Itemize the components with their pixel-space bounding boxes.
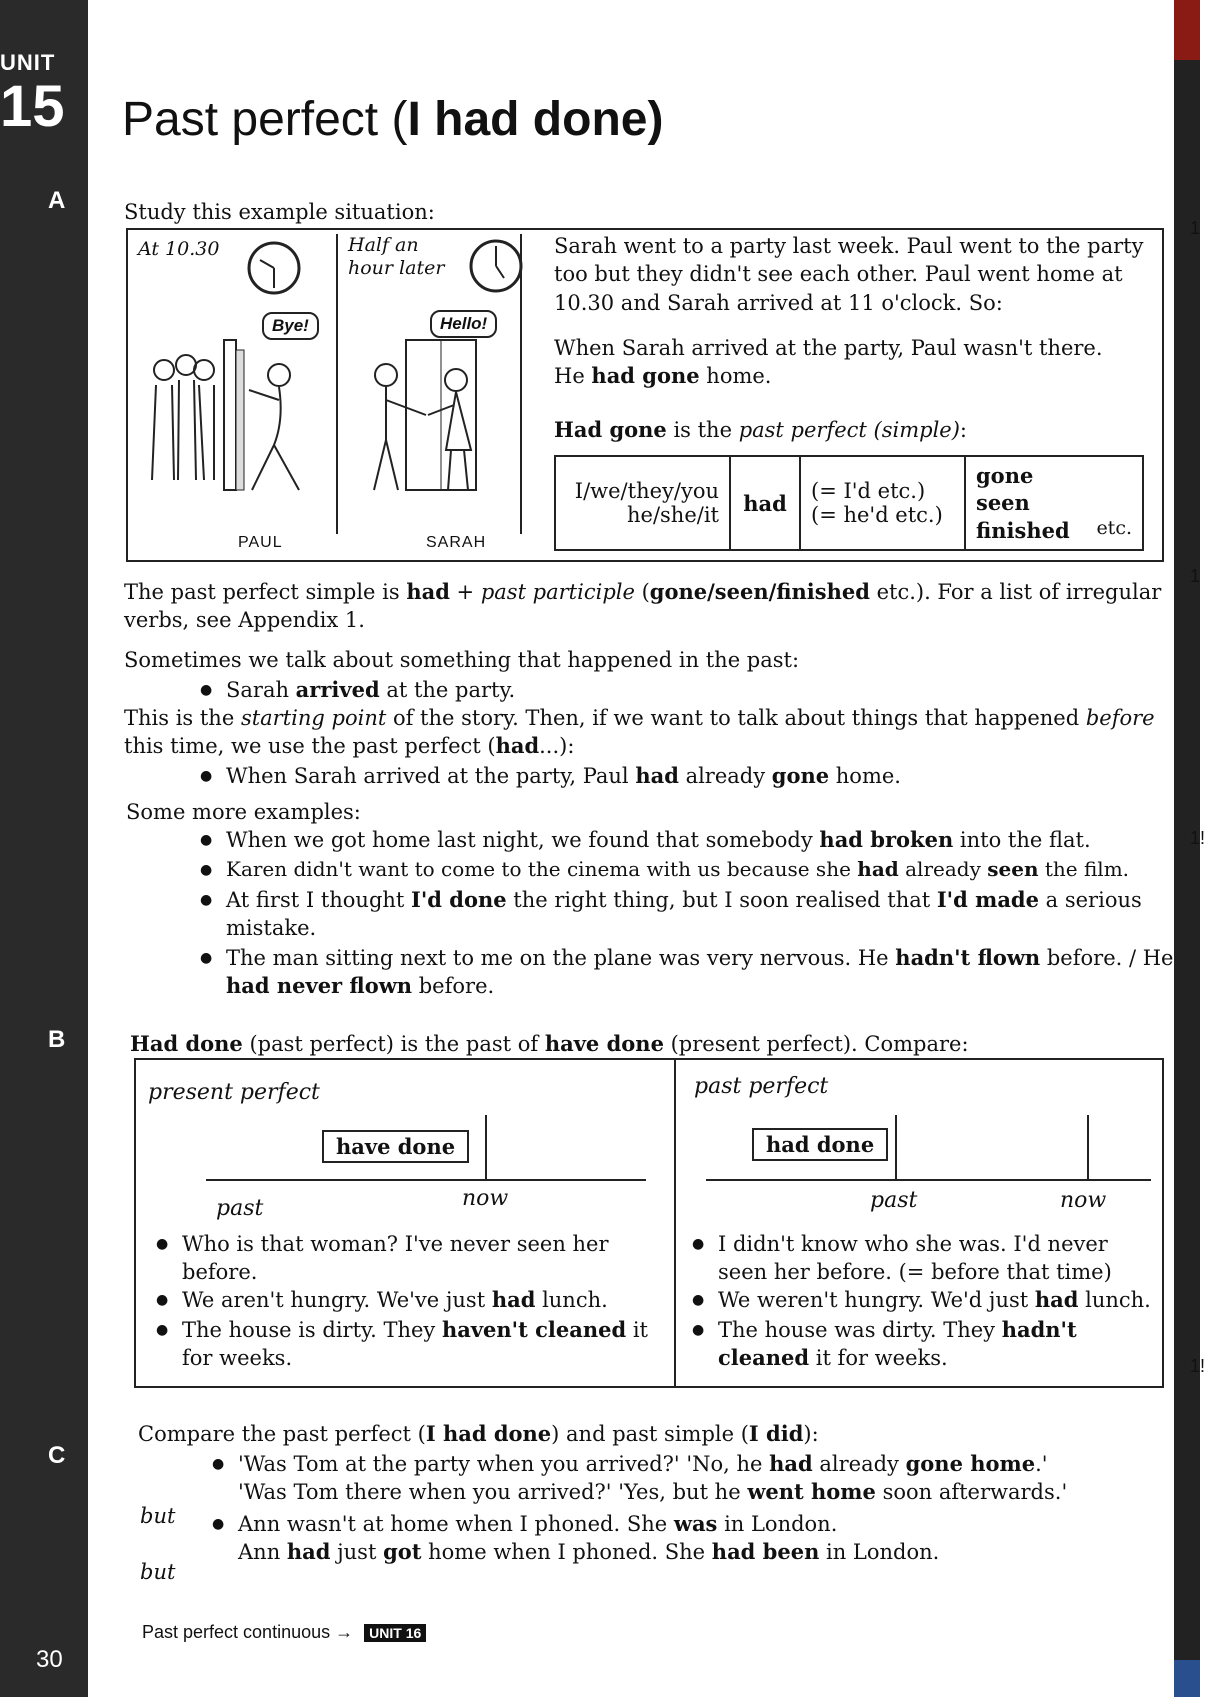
present-perfect-timeline [196, 1110, 656, 1190]
ex4-c: before. / He [1040, 946, 1174, 970]
compare-tenses-box [134, 1058, 1164, 1388]
unit-label: UNIT [0, 50, 56, 75]
list-item [200, 676, 1160, 704]
para3-c: of the story. Then, if we want to talk about things that happened [386, 706, 1086, 730]
when-line2-post: home. [699, 364, 772, 389]
edge-number: 1! [1190, 1356, 1205, 1376]
right-b3-a: The house was dirty. They [718, 1318, 1002, 1342]
axis-now: now [462, 1186, 509, 1211]
ex1-a: When we got home last night, we found that somebody [226, 828, 820, 852]
hello-speech-bubble: Hello! [430, 310, 497, 338]
list-item [200, 826, 1160, 854]
past-perfect-form-table [554, 455, 1144, 551]
axis-past: past [870, 1188, 918, 1213]
edge-number: 1 [1190, 566, 1201, 586]
story-text: Sarah went to a party last week. Paul went to the party too but they didn't see each other. Paul went home at 10.30 and Sarah arrived at 11 o'clock. So: [554, 234, 1144, 315]
para3-e: this time, we use the past perfect ( [124, 734, 496, 759]
subjects-line2: he/she/it [627, 503, 719, 527]
c-l4-a: Ann [238, 1540, 287, 1564]
when-line2-bold: had gone [591, 363, 700, 389]
have-done-tag: have done [322, 1130, 469, 1163]
bullet2-e: home. [829, 764, 901, 788]
list-item [692, 1316, 1158, 1373]
ex3-e: a serious mistake. [226, 888, 1142, 941]
ex3-b: I'd done [411, 887, 507, 912]
para1-d: past participle [480, 580, 635, 604]
ex2-b: had [857, 857, 899, 881]
list-item [238, 1538, 1178, 1566]
section-b-intro [130, 1030, 1170, 1058]
sometimes-paragraph: Sometimes we talk about something that happened in the past: [124, 648, 800, 672]
list-item: ● I didn't know who she was. I'd never seen her before. (= before that time) [692, 1230, 1158, 1287]
c-intro-b: I had done [425, 1421, 552, 1446]
page-edge-blue [1174, 1660, 1200, 1697]
had-gone-italic: past perfect (simple) [738, 418, 960, 442]
edge-number: 1! [1190, 828, 1205, 848]
ex4-e: before. [412, 974, 495, 999]
participle-finished: finished [976, 517, 1070, 543]
clock-icon [468, 238, 524, 294]
para1-b: had [406, 579, 450, 604]
c-l2-b: went home [747, 1479, 876, 1504]
c-l4-g: in London. [819, 1540, 940, 1564]
list-item [200, 944, 1175, 1001]
unit-16-link[interactable]: UNIT 16 [364, 1624, 426, 1642]
form-table-row [555, 456, 1143, 550]
ex4-d: had never flown [226, 973, 413, 999]
left-b3-b: haven't cleaned [441, 1317, 627, 1342]
unit-number: 15 [0, 74, 65, 139]
c-intro-c: ) and past simple ( [551, 1422, 749, 1446]
ex2-e: the film. [1038, 857, 1130, 881]
c-l1-d: gone home [905, 1451, 1036, 1476]
b-intro-a: Had done [130, 1031, 243, 1056]
c-intro-d: I did [748, 1421, 804, 1446]
clock-icon [246, 240, 302, 296]
c-intro-a: Compare the past perfect ( [138, 1422, 426, 1446]
had-gone-end: : [959, 418, 967, 442]
c-l3-a: Ann wasn't at home when I phoned. She [238, 1512, 674, 1536]
c-l1-b: had [769, 1451, 813, 1476]
list-item [692, 1286, 1158, 1314]
para1-g: etc.). For a list of irregular verbs, see Appendix 1. [124, 580, 1162, 633]
para3-f: had [495, 733, 540, 759]
panel1-caption: At 10.30 [138, 238, 220, 260]
panel2-caption: Half an hour later [348, 234, 445, 279]
bullet2-c: already [678, 764, 772, 788]
subjects-line1: I/we/they/you [574, 479, 719, 503]
cross-reference-footer [142, 1622, 426, 1643]
bullet2-b: had [635, 763, 679, 788]
had-gone-mid: is the [666, 418, 739, 442]
ex2-d: seen [987, 857, 1039, 881]
ex2-a: Karen didn't want to come to the cinema with us because she [226, 857, 858, 881]
list-item [156, 1286, 656, 1314]
when-line2-pre: He [554, 364, 592, 389]
para3-b: starting point [240, 706, 387, 730]
present-perfect-label: present perfect [148, 1080, 320, 1105]
unit-sidebar [0, 0, 88, 1697]
b-intro-b: (past perfect) is the past of [242, 1032, 545, 1056]
short-forms-cell [800, 456, 965, 550]
ex3-a: At first I thought [226, 888, 412, 912]
bullet2-d: gone [771, 763, 830, 788]
bullet2-a: When Sarah arrived at the party, Paul [226, 764, 636, 788]
compare-divider [674, 1060, 676, 1386]
participle-etc: etc. [1096, 517, 1132, 540]
panel-divider [336, 234, 338, 534]
right-b3-c: it for weeks. [809, 1346, 948, 1371]
list-item [156, 1316, 656, 1373]
right-b3-b: hadn't cleaned [718, 1317, 1077, 1371]
c-l4-f: had been [711, 1539, 820, 1564]
page-number: 30 [36, 1646, 63, 1673]
c-l1-c: already [812, 1452, 906, 1476]
title-close: ) [647, 93, 664, 146]
para1-f: gone/seen/finished [649, 579, 870, 604]
section-a-marker: A [48, 187, 66, 214]
bullet1-b: arrived [295, 677, 380, 702]
ex4-b: hadn't flown [895, 945, 1041, 970]
paul-leaving-party-illustration [134, 330, 324, 500]
had-gone-definition [554, 416, 1154, 444]
edge-number: 1 [1190, 218, 1201, 238]
aux-cell: had [730, 456, 800, 550]
list-item [200, 856, 1175, 883]
participle-gone: gone [976, 463, 1034, 489]
right-b2-a: We weren't hungry. We'd just [718, 1288, 1035, 1312]
para3-a: This is the [124, 706, 241, 730]
left-b3-a: The house is dirty. They [182, 1318, 442, 1342]
title-bold: I had done [407, 93, 648, 146]
c-l1-a: 'Was Tom at the party when you arrived?' 'No, he [238, 1452, 770, 1476]
section-a-intro: Study this example situation: [124, 200, 435, 224]
b-intro-c: have done [544, 1031, 664, 1056]
starting-point-paragraph [124, 704, 1174, 761]
list-item [212, 1510, 1172, 1538]
axis-past: past [216, 1196, 264, 1221]
ex4-a: The man sitting next to me on the plane was very nervous. He [226, 946, 896, 970]
participle-seen: seen [976, 490, 1030, 516]
ex1-b: had broken [819, 827, 954, 852]
paul-label: PAUL [238, 534, 283, 551]
right-b2-c: lunch. [1078, 1288, 1151, 1312]
ex3-d: I'd made [936, 887, 1039, 912]
section-b-marker: B [48, 1026, 66, 1053]
axis-now: now [1060, 1188, 1107, 1213]
list-item [200, 886, 1160, 943]
para3-d: before [1085, 706, 1155, 730]
c-l4-c: just [330, 1540, 384, 1564]
sarah-label: SARAH [426, 534, 487, 551]
page-title [122, 92, 663, 147]
section-c-intro [138, 1420, 1178, 1448]
past-perfect-form-paragraph [124, 578, 1164, 635]
list-item [200, 762, 1160, 790]
page-edge-red [1174, 0, 1200, 60]
participles-cell [965, 456, 1143, 550]
short-form-2: (= he'd etc.) [811, 503, 943, 527]
bullet1-a: Sarah [226, 678, 296, 702]
ex1-c: into the flat. [953, 828, 1091, 852]
when-line1: When Sarah arrived at the party, Paul wasn't there. [554, 336, 1103, 360]
bullet1-c: at the party. [379, 678, 516, 702]
list-item [238, 1478, 1178, 1506]
section-c-marker: C [48, 1442, 66, 1469]
but-label: but [140, 1560, 176, 1584]
when-sarah-arrived [554, 334, 1154, 391]
para3-g: ...): [539, 734, 575, 759]
title-plain: Past perfect ( [122, 93, 408, 146]
c-l2-a: 'Was Tom there when you arrived?' 'Yes, but he [238, 1480, 748, 1504]
arrow-icon: → [335, 1622, 354, 1642]
left-b2-c: lunch. [535, 1288, 608, 1312]
left-b3-c: it for weeks. [182, 1318, 648, 1371]
ex3-c: the right thing, but I soon realised that [506, 888, 937, 912]
para1-a: The past perfect simple is [124, 580, 407, 604]
c-l3-b: was [673, 1511, 718, 1536]
list-item: ● Who is that woman? I've never seen her before. [156, 1230, 656, 1287]
c-intro-e: ): [803, 1422, 819, 1446]
subjects-cell [555, 456, 730, 550]
left-b2-a: We aren't hungry. We've just [182, 1288, 492, 1312]
left-b2-b: had [491, 1287, 536, 1312]
c-l2-c: soon afterwards.' [875, 1480, 1068, 1504]
c-l3-c: in London. [717, 1512, 838, 1536]
but-label: but [140, 1504, 176, 1528]
past-perfect-label: past perfect [694, 1074, 829, 1099]
right-b2-b: had [1034, 1287, 1079, 1312]
para1-e: ( [634, 580, 650, 604]
past-perfect-timeline [696, 1110, 1156, 1190]
had-gone-bold: Had gone [554, 417, 667, 442]
short-form-1: (= I'd etc.) [811, 479, 926, 503]
b-intro-d: (present perfect). Compare: [663, 1032, 969, 1056]
had-done-tag: had done [752, 1128, 888, 1161]
para1-c: + [449, 580, 481, 604]
c-l4-d: got [383, 1539, 422, 1564]
ex2-c: already [898, 857, 988, 881]
sarah-arriving-party-illustration [346, 330, 516, 500]
bye-speech-bubble: Bye! [262, 312, 319, 340]
footer-text: Past perfect continuous [142, 1622, 331, 1642]
c-l1-e: .' [1035, 1452, 1048, 1476]
c-l4-e: home when I phoned. She [421, 1540, 712, 1564]
panel-divider [520, 234, 522, 534]
more-examples-heading: Some more examples: [126, 800, 361, 824]
c-l4-b: had [286, 1539, 331, 1564]
list-item [212, 1450, 1172, 1478]
